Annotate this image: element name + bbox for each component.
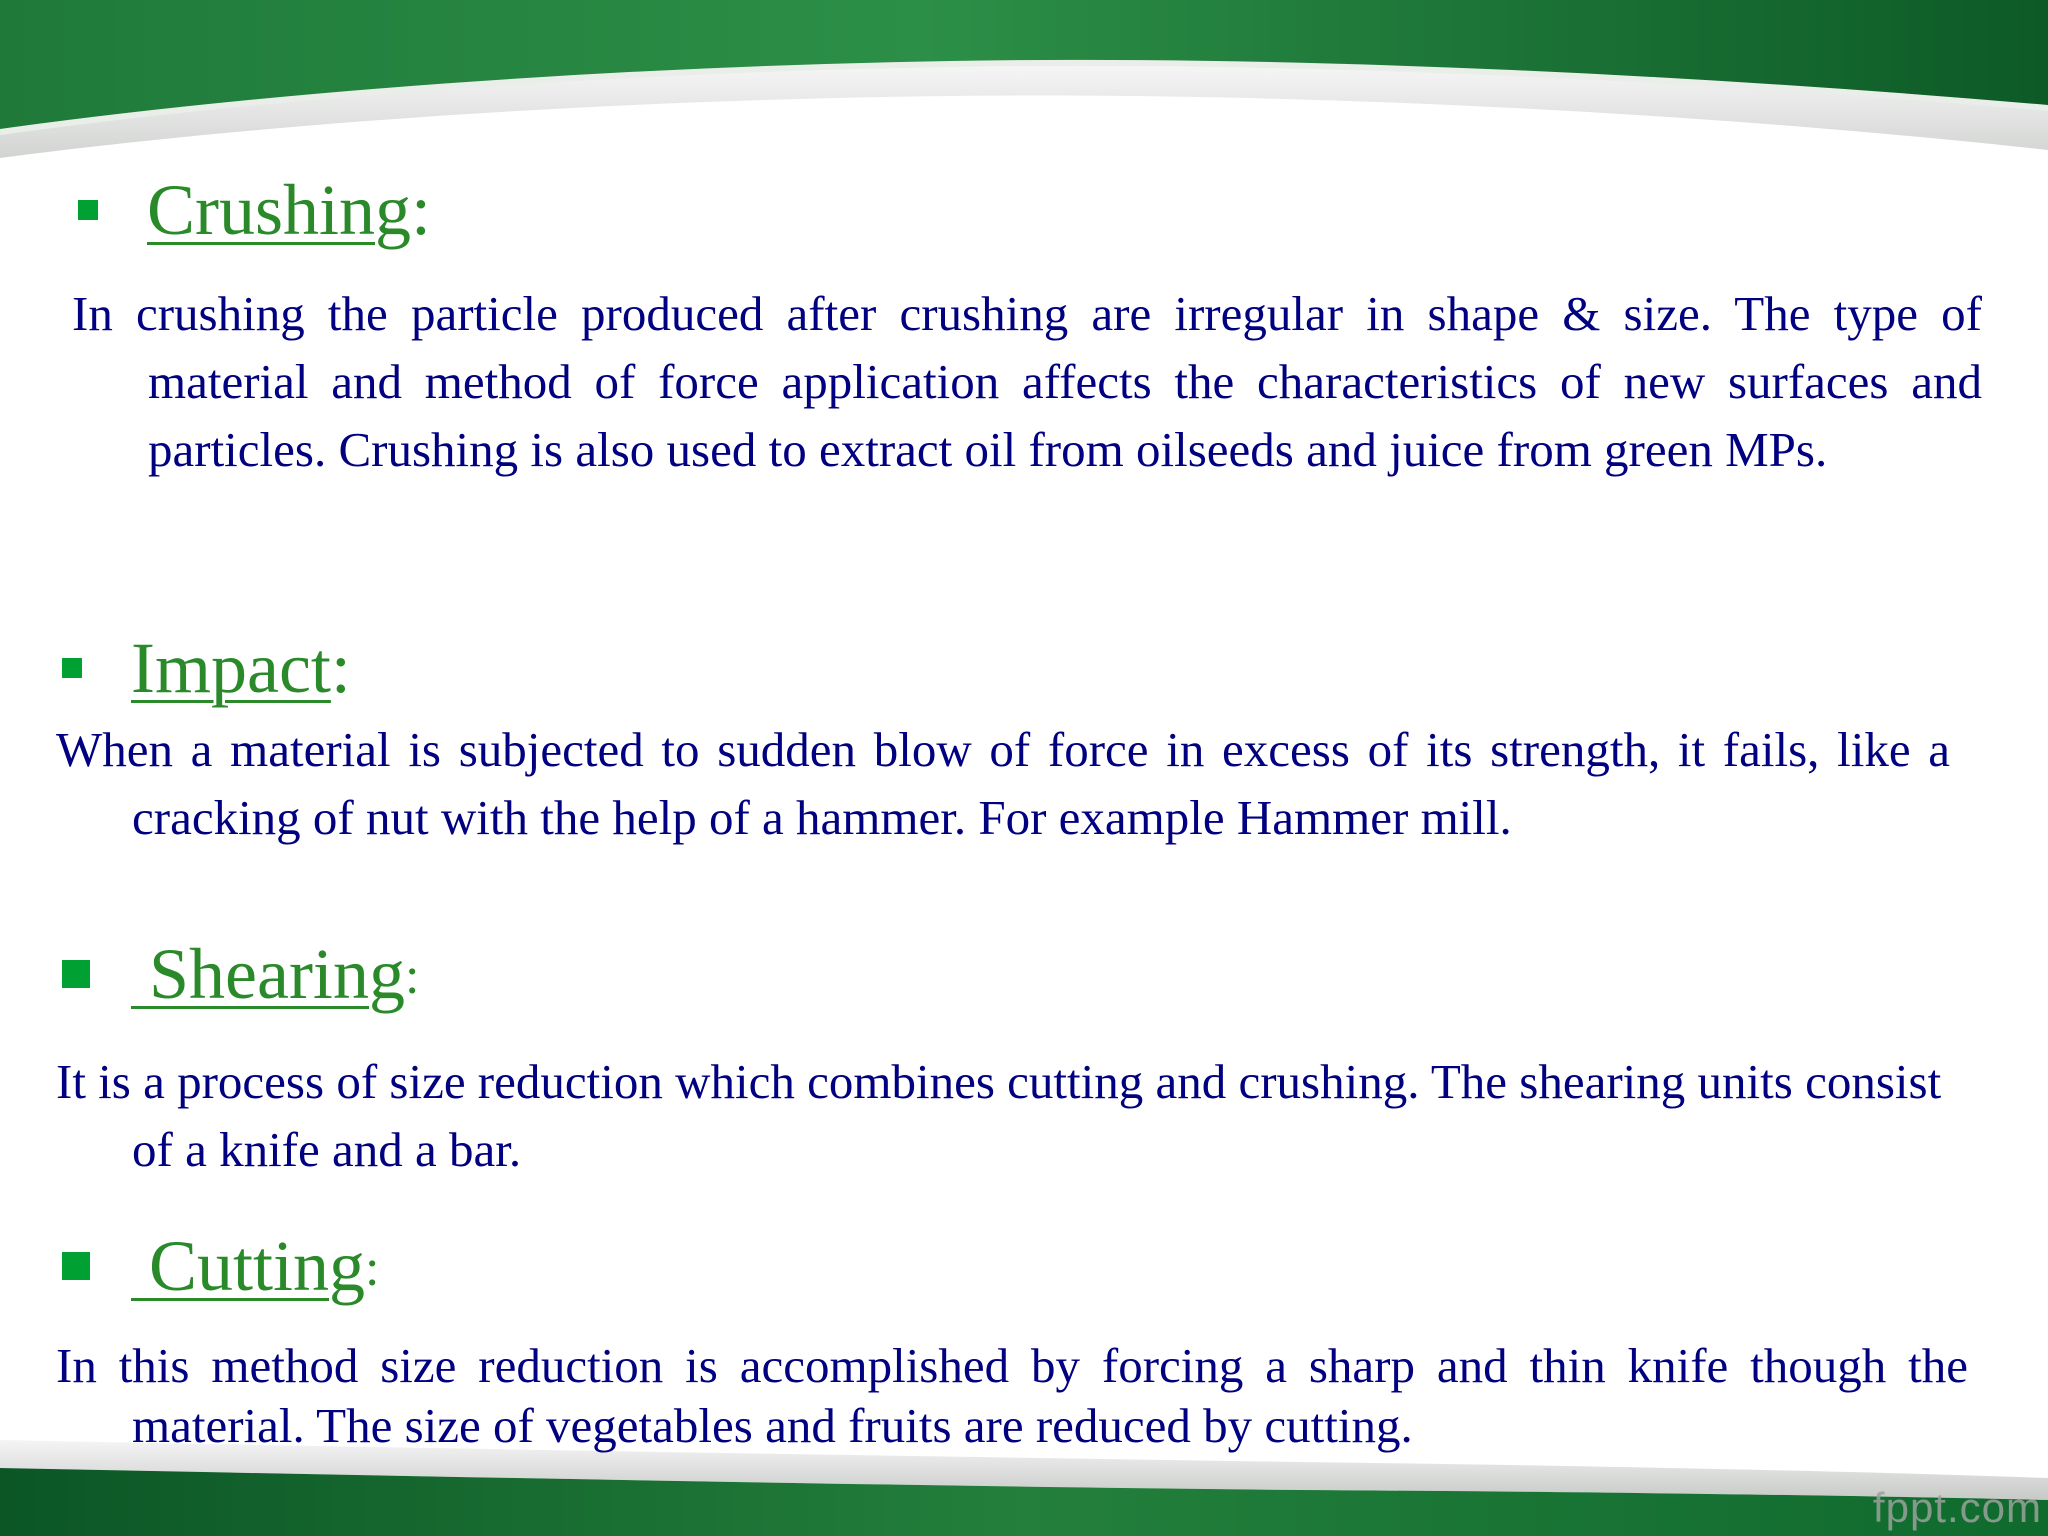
watermark-logo: fppt.com [1872,1484,2042,1531]
impact-body: When a material is subjected to sudden blow of force in excess of its strength, it fails, like a cracking of nut with the help of a hammer. For example Hammer mill. [56,722,1950,845]
heading-colon: : [365,1240,380,1297]
crushing-body: In crushing the particle produced after crushing are irregular in shape & size. The type of material and method of force application affects the characteristics of new surfaces and particles. Crushing is also used to extract oil from oilseeds and juice from green MPs. [72,286,1982,477]
crushing-heading-row [78,168,431,252]
shearing-heading: Shearing [131,933,405,1014]
heading-colon: : [404,948,420,1005]
cutting-heading: Cutting [131,1225,366,1306]
impact-heading-row [62,626,351,710]
cutting-body: In this method size reduction is accomplished by forcing a sharp and thin knife though the material. The size of vegetables and fruits are reduced by cutting. [56,1338,1968,1453]
impact-heading: Impact [131,627,331,708]
square-bullet-icon [62,1252,90,1280]
square-bullet-icon [62,960,90,988]
shearing-heading-row [62,932,419,1016]
square-bullet-icon [62,658,82,678]
heading-colon: : [411,169,432,250]
heading-colon: : [330,627,351,708]
crushing-heading: Crushing [147,169,412,250]
shearing-body: It is a process of size reduction which combines cutting and crushing. The shearing units consist of a knife and a bar. [56,1054,1942,1177]
square-bullet-icon [78,200,98,220]
cutting-heading-row [62,1224,380,1308]
